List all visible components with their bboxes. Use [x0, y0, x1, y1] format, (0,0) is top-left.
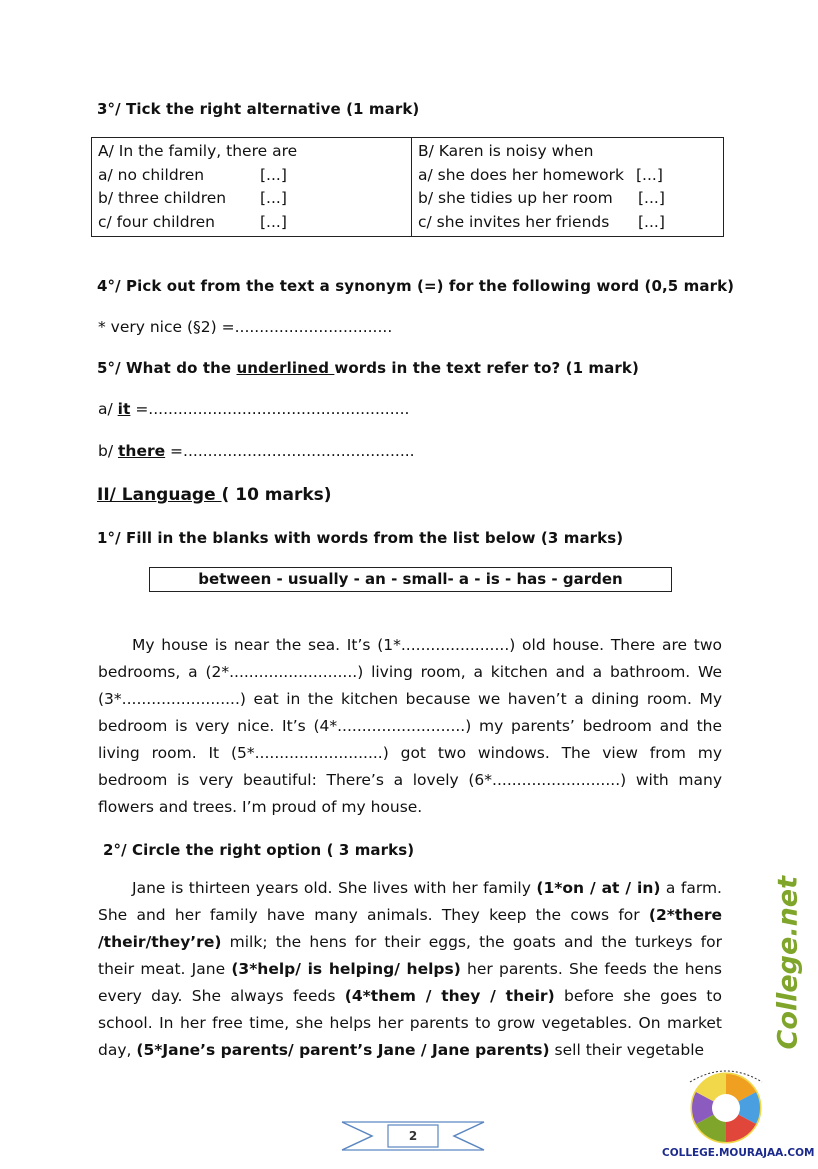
circle-option-2[interactable]: (2*there /their/they’re)	[98, 906, 722, 951]
tick-box[interactable]: [...]	[638, 212, 665, 231]
word-list-box: between - usually - an - small- a - is - has - garden	[149, 567, 672, 592]
q5-title	[97, 359, 639, 377]
q5-a-line[interactable]: =.....................................................	[130, 400, 410, 418]
circle-option-5[interactable]: (5*Jane’s parents/ parent’s Jane / Jane parents)	[136, 1041, 550, 1059]
circle-text-1: Jane is thirteen years old. She lives with her family	[132, 879, 537, 897]
option-label: b/ she tidies up her room	[418, 189, 613, 207]
option-a-a[interactable]	[98, 164, 405, 188]
option-b-b[interactable]	[418, 187, 717, 211]
site-logo-icon	[680, 1064, 772, 1144]
column-a-head: A/ In the family, there are	[98, 142, 298, 160]
language-heading	[97, 485, 332, 505]
tick-box[interactable]: [...]	[260, 165, 287, 184]
option-label: a/ no children	[98, 165, 205, 184]
site-url[interactable]: COLLEGE.MOURAJAA.COM	[662, 1147, 815, 1159]
option-label: c/ four children	[98, 212, 215, 231]
column-b-head: B/ Karen is noisy when	[418, 142, 594, 160]
circle-text-4: her parents. She feeds the hens every day. She always feeds	[98, 960, 722, 1005]
q5-a-word: it	[117, 400, 131, 418]
q5-title-underlined: underlined	[236, 359, 335, 377]
circle-option-4[interactable]: (4*them / they / their)	[344, 987, 555, 1005]
q5-b-label: b/	[98, 442, 118, 460]
site-logo	[680, 1064, 772, 1144]
circle-text-6: sell their vegetable	[549, 1041, 705, 1059]
fill-title: 1°/ Fill in the blanks with words from the list below (3 marks)	[97, 529, 624, 547]
tick-box[interactable]: [...]	[260, 189, 287, 207]
q5-b-word: there	[118, 442, 166, 460]
tick-box[interactable]: [...]	[636, 165, 663, 184]
page-number: 2	[408, 1129, 418, 1143]
language-heading-marks: ( 10 marks)	[221, 485, 332, 505]
q4-title: 4°/ Pick out from the text a synonym (=) for the following word (0,5 mark)	[97, 277, 735, 295]
q5-b-line[interactable]: =...............................................	[165, 442, 415, 460]
circle-title: 2°/ Circle the right option ( 3 marks)	[103, 841, 415, 859]
tick-table	[91, 137, 724, 237]
q5-a-label: a/	[98, 400, 118, 418]
option-a-c[interactable]	[98, 211, 405, 235]
language-heading-underlined: II/ Language	[97, 485, 222, 505]
fill-paragraph[interactable]: My house is near the sea. It’s (1*......................) old house. There are two bedrooms, a (2*..........................) living room, a kitchen and a bathroom. We (3*........................) eat in the kitchen because we haven’t a dining room. My bedroom is very nice. It’s (4*..........................) my parents’ bedroom and the living room. It (5*..........................) got two windows. The view from my bedroom is very beautiful: There’s a lovely (6*..........................) with many flowers and trees. I’m proud of my house.	[98, 636, 722, 816]
circle-text-3: milk; the hens for their eggs, the goats and the turkeys for their meat. Jane	[98, 933, 722, 978]
option-label: c/ she invites her friends	[418, 212, 610, 231]
brand-logo	[760, 875, 818, 1052]
tick-box[interactable]: [...]	[260, 212, 287, 231]
circle-paragraph	[98, 875, 722, 1064]
q5-title-pre: 5°/ What do the	[97, 359, 237, 377]
page-number-ornament	[338, 1112, 488, 1160]
option-a-b[interactable]	[98, 187, 405, 211]
option-label: b/ three children	[98, 189, 227, 207]
tick-box[interactable]: [...]	[638, 189, 665, 207]
q4-answer-line[interactable]: * very nice (§2) =................................	[98, 318, 393, 336]
circle-text-2: a farm. She and her family have many animals. They keep the cows for	[98, 879, 722, 924]
brand-vertical-text: College.net	[772, 875, 804, 1050]
column-b	[412, 138, 724, 237]
q5-answer-b[interactable]	[98, 442, 415, 460]
circle-option-1[interactable]: (1*on / at / in)	[536, 879, 661, 897]
q3-title: 3°/ Tick the right alternative (1 mark)	[97, 100, 420, 118]
circle-text-5: before she goes to school. In her free time, she helps her parents to grow vegetables. On market day,	[98, 987, 722, 1059]
circle-option-3[interactable]: (3*help/ is helping/ helps)	[231, 960, 461, 978]
column-a	[92, 138, 412, 237]
q5-answer-a[interactable]	[98, 400, 409, 418]
option-label: a/ she does her homework	[418, 165, 624, 184]
q5-title-post: words in the text refer to? (1 mark)	[334, 359, 639, 377]
option-b-c[interactable]	[418, 211, 717, 235]
option-b-a[interactable]	[418, 164, 717, 188]
